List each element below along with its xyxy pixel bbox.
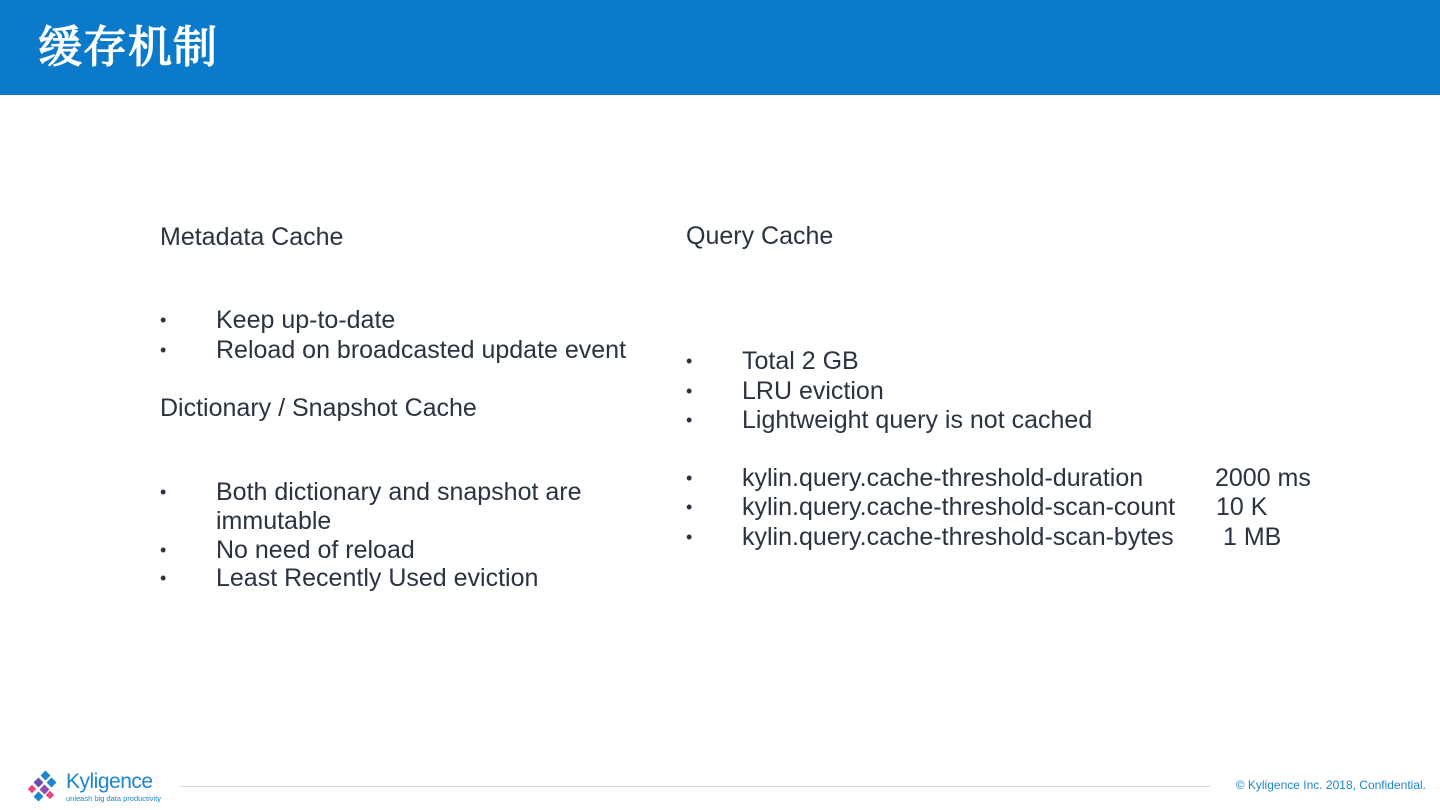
bullet-icon: • [160,568,167,588]
kyligence-logo-icon [28,770,64,806]
config-value: 2000 ms [1215,464,1311,492]
query-cache-heading: Query Cache [686,222,834,250]
footer-divider [180,786,1210,787]
page-title: 缓存机制 [38,22,218,73]
config-value: 10 K [1216,493,1268,521]
bullet-icon: • [160,340,167,360]
config-key: kylin.query.cache-threshold-scan-count [742,493,1176,521]
bullet-icon: • [686,410,693,430]
bullet-icon: • [686,497,693,517]
bullet-icon: • [686,381,693,401]
metadata-cache-heading: Metadata Cache [160,223,344,251]
config-key: kylin.query.cache-threshold-duration [742,464,1144,492]
bullet-icon: • [160,310,167,330]
dictionary-snapshot-cache-heading: Dictionary / Snapshot Cache [160,394,477,422]
logo-wordmark: Kyligence [66,770,153,793]
copyright-notice: © Kyligence Inc. 2018, Confidential. [1235,778,1426,792]
logo-tagline: unleash big data productivity [66,794,162,803]
bullet-icon: • [686,351,693,371]
title-bar [0,0,1440,95]
config-key: kylin.query.cache-threshold-scan-bytes [742,523,1174,551]
bullet-icon: • [160,482,167,502]
bullet-icon: • [686,468,693,488]
bullet-icon: • [686,527,693,547]
bullet-icon: • [160,540,167,560]
kyligence-logo [28,770,168,806]
config-value: 1 MB [1223,523,1282,551]
